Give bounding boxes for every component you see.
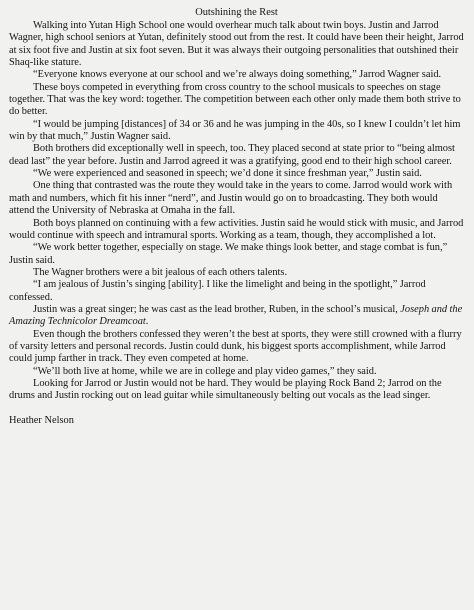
paragraph: One thing that contrasted was the route they would take in the years to come. Jarrod would work with math and numbers, which fit his inner “nerd”, and Justin would go on to broadcasting. They both would attend the University of Nebraska at Omaha in the fall. bbox=[9, 180, 453, 217]
musical-end: . bbox=[145, 316, 149, 328]
paragraph: Both brothers did exceptionally well in speech, too. They placed second at state prior to “being almost dead last” the year before. Justin and Jarrod agreed it was a gratifying, good end to their high school career. bbox=[9, 143, 455, 167]
paragraph: Walking into Yutan High School one would overhear much talk about twin boys. Justin and Jarrod Wagner, high school seniors at Yutan, definitely stood out from the rest. It could have been their height, Jarrod at six foot five and Justin at six foot seven. But it was always their outgoing personalities that outshined their Shaq-like stature. bbox=[9, 20, 464, 69]
musical-text: Justin was a great singer; he was cast as the lead brother, Ruben, in the school’s musical, bbox=[33, 303, 401, 315]
paragraph: Even though the brothers confessed they weren’t the best at sports, they were still crowned with a flurry of varsity letters and personal records. Justin could dunk, his biggest sports accomplishment, while Jarrod could jump farther in track. They even competed at home. bbox=[9, 328, 462, 365]
paragraph: These boys competed in everything from cross country to the school musicals to speeches on stage together. That was the key word: together. The competition between each other only made them both strive to do better. bbox=[9, 81, 461, 118]
author-byline: Heather Nelson bbox=[9, 414, 74, 426]
paragraph: “We’ll both live at home, while we are in college and play video games,” they said. bbox=[33, 365, 377, 377]
paragraph: The Wagner brothers were a bit jealous of each others talents. bbox=[33, 266, 288, 278]
article-title: Outshining the Rest bbox=[195, 7, 278, 18]
paragraph: “We work better together, especially on stage. We make things look better, and stage combat is fun,” Justin said. bbox=[9, 242, 448, 266]
paragraph-musical bbox=[9, 304, 464, 329]
paragraph: “We were experienced and seasoned in speech; we’d done it since freshman year,” Justin said. bbox=[33, 168, 422, 180]
paragraph: “I would be jumping [distances] of 34 or 36 and he was jumping in the 40s, so I knew I couldn’t let him win by that much,” Justin Wagner said. bbox=[9, 118, 461, 143]
paragraph: “Everyone knows everyone at our school and we’re always doing something,” Jarrod Wagner said. bbox=[33, 69, 442, 81]
paragraph: Both boys planned on continuing with a few activities. Justin said he would stick with music, and Jarrod would continue with speech and intramural sports. Working as a team, though, they accomplished a lot. bbox=[9, 217, 464, 241]
paragraph: “I am jealous of Justin’s singing [ability]. I like the limelight and being in the spotlight,” Jarrod confessed. bbox=[9, 279, 426, 303]
paragraph: Looking for Jarrod or Justin would not be hard. They would be playing Rock Band 2; Jarrod on the drums and Justin rocking out on lead guitar while simultaneously belting out vocals as the lead singer. bbox=[9, 377, 442, 402]
musical-title: Joseph and the Amazing Technicolor Dreamcoat bbox=[9, 303, 463, 328]
